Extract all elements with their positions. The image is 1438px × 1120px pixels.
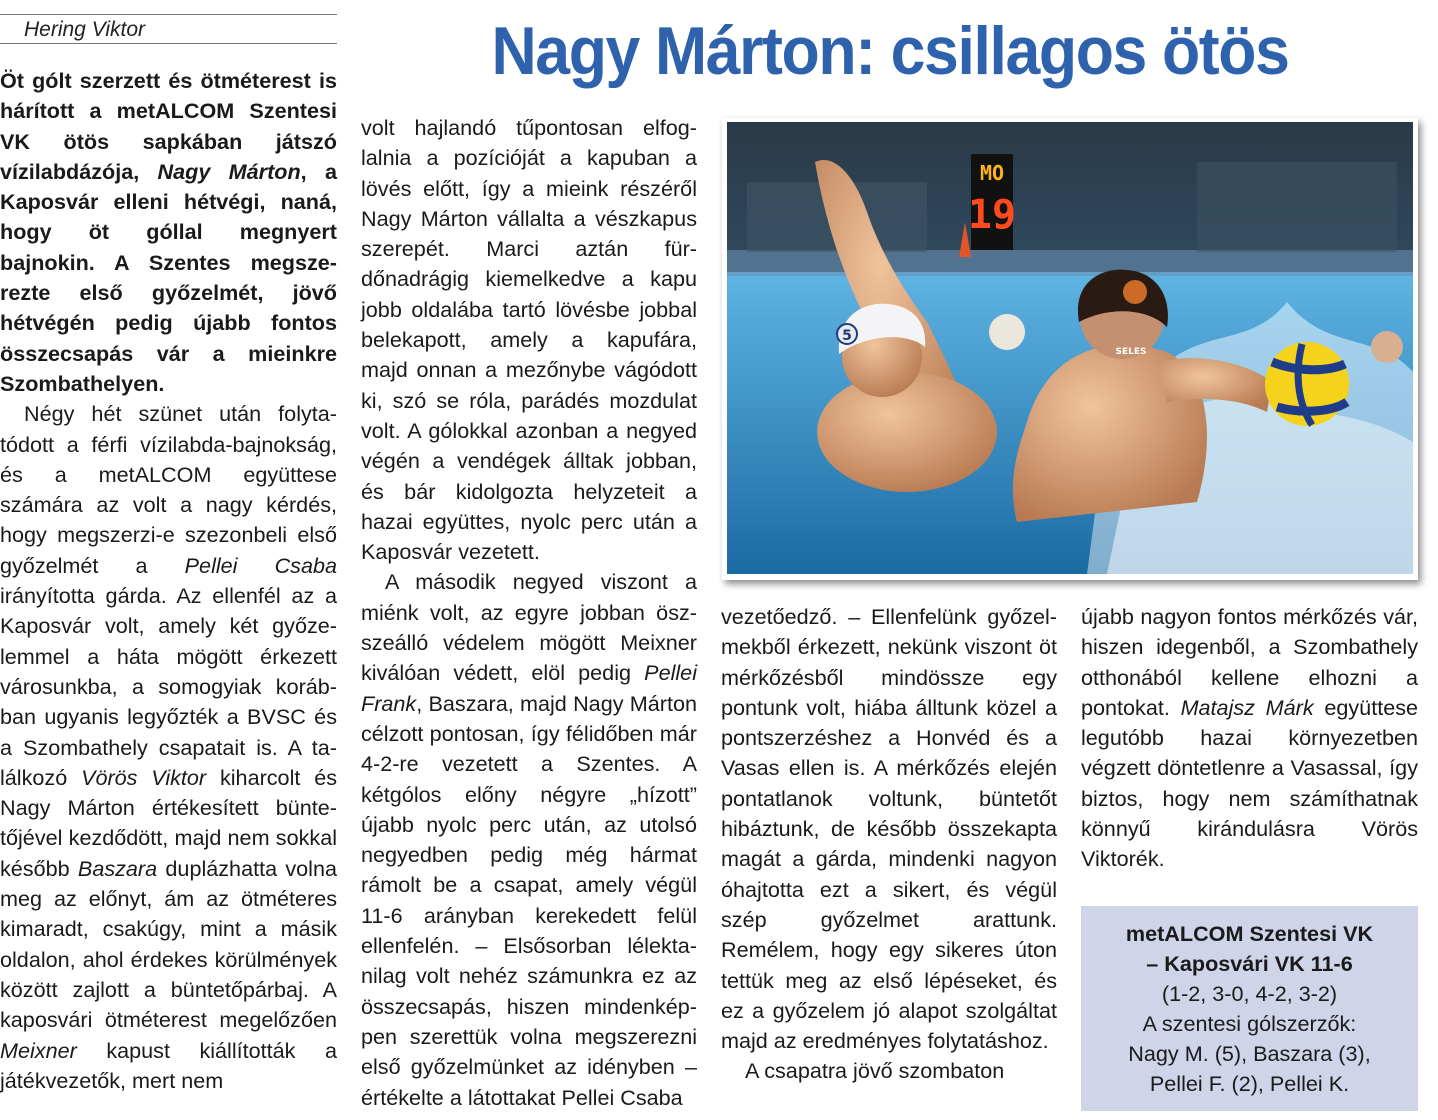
body-text: kiharcolt és Nagy Márton értékesített büntetőjével kezdődött, majd nem sokkal később — [0, 764, 338, 881]
body-paragraph — [361, 567, 697, 1112]
photo-illustration — [727, 122, 1413, 574]
body-text: együttese legutóbb hazai környezetben végzett döntetlenre a Vasassal, így biztos, hogy nem számíthatnak könnyű kirándulásra Vörös Viktorék. — [1081, 694, 1419, 872]
lead-text: Öt gólt szerzett és ötméterest is hárított a metALCOM Szentesi VK ötös sapkában játszó vízilabdázója, — [0, 68, 337, 184]
body-paragraph — [1081, 602, 1418, 875]
body-italic: Meixner — [0, 1037, 77, 1063]
body-text: duplázhatta volna meg az előnyt, ám az ötméteres kimaradt, csakúgy, mint a másik oldalon, ahol érdekes körülmények között zajlott a büntetőpárbaj. A kaposvári ötméterest megelőzően — [0, 855, 337, 1033]
lead-name: Nagy Márton — [157, 158, 301, 184]
cap-label: SELES — [1115, 347, 1147, 357]
body-italic: Baszara — [77, 855, 158, 881]
body-paragraph: volt hajlandó tűpontosan elfoglalnia a pozícióját a kapuban a lövés előtt, így a mieink részéről Nagy Márton vállalta a vészkapus szerepét. Marci aztán fürdőnadrágig kiemelkedve a kapu jobb oldalába tartó lövésbe jobbal belekapott, amely a kapufára, majd onnan a mezőnybe vágódott ki, szó se róla, parádés mozdulat volt. A gólokkal azonban a negyed végén a vendégek álltak jobban, és bár kidolgozta helyzeteit a hazai együttes, nyolc perc után a Kaposvár vezetett. — [361, 115, 697, 565]
headline: Nagy Márton: csillagos ötös — [491, 13, 1289, 89]
body-italic: Pellei Csaba — [184, 552, 337, 578]
body-text: Négy hét szünet után folytatódott a férfi vízilabda-bajnokság, és a metALCOM együttese számára az volt a nagy kérdés, hogy megszerzi-e szezonbeli első győzelmét a — [0, 401, 337, 578]
body-paragraph — [0, 399, 337, 1096]
scorers-heading: A szentesi gólszerzők: — [1142, 1011, 1357, 1036]
body-italic: Matajsz Márk — [1180, 694, 1314, 720]
scorers-list: Nagy M. (5), Baszara (3), — [1128, 1041, 1371, 1066]
scoreboard-top: MO — [979, 161, 1005, 185]
cap-number: 5 — [842, 328, 852, 344]
column-4 — [1081, 602, 1418, 875]
body-italic: Vörös Viktor — [81, 764, 207, 790]
result-box — [1081, 906, 1418, 1111]
body-text: újabb nagyon fontos mérkőzés vár, hiszen idegenből, a Szombathely otthonából kellene elhozni a pontokat. — [1081, 604, 1418, 720]
scorers-list: Pellei F. (2), Pellei K. — [1149, 1071, 1350, 1096]
column-3 — [721, 602, 1057, 1087]
column-2 — [361, 113, 697, 1113]
body-text: , Baszara, majd Nagy Márton célzott pontosan, így félidőben már 4-2-re vezetett a Szentes. A kétgólos előny négyre „hízott” újabb nyolc perc után, az utolsó negyedben pedig még hármat rámolt be a csapat, amely végül 11-6 arányban kerekedett felül ellenfelén. – Elsősorban lélektanilag volt nehéz számunkra ez az összecsapás, hiszen mindenképpen szerettük volna megszerezni első győzelmünket az idényben – értékelte a látottakat Pellei Csaba — [361, 690, 697, 1110]
water-polo-photo — [722, 118, 1418, 580]
lead-text: , a Kaposvár elleni hétvégi, naná, hogy öt góllal megnyert bajnokin. A Szentes megszerezte első győzelmét, jövő hétvégén pedig újabb fontos összecsapás vár a mieinkre Szombathelyen. — [0, 158, 337, 396]
body-paragraph: vezetőedző. – Ellenfelünk győzelmekből érkezett, nekünk viszont öt mérkőzésből mindössze egy pontunk volt, hiába álltunk közel a pontszerzéshez a Honvéd és a Vasas ellen is. A mérkőzés elején pontatlanok voltunk, büntetőt hibáztunk, de később összekapta magát a gárda, mindenki nagyon óhajtotta ezt a sikert, és végül szép győzelmet arattunk. Remélem, hogy egy sikeres úton tettük meg az első lépéseket, és ez a győzelem jó alapot szolgáltat majd az eredményes folytatáshoz. — [721, 604, 1057, 1054]
result-score: – Kaposvári VK 11-6 — [1146, 951, 1353, 976]
result-title: metALCOM Szentesi VK — [1125, 921, 1374, 946]
body-paragraph: A csapatra jövő szombaton — [745, 1058, 1005, 1084]
column-1 — [0, 66, 337, 1096]
body-text: kapust kiállították a játékvezetők, mert nem — [0, 1037, 337, 1093]
author: Hering Viktor — [24, 18, 145, 41]
body-text: irányította gárda. Az ellenfél az a Kaposvár volt, amely két győzelemmel a háta mögött érkezett városunkba, a somogyiak korábban ugyanis legyőzték a BVSC és a Szombathely csapatait is. A találkozó — [0, 583, 337, 790]
scoreboard-number: 19 — [967, 192, 1017, 238]
author-line — [0, 14, 337, 44]
body-text: A második negyed viszont a miénk volt, az egyre jobban öszszeálló védelem mögött Meixner kiválóan védett, elöl pedig — [361, 569, 697, 686]
body-italic: Pellei Frank — [361, 660, 697, 716]
lead-paragraph — [0, 66, 337, 399]
result-quarters: (1-2, 3-0, 4-2, 3-2) — [1161, 981, 1338, 1006]
